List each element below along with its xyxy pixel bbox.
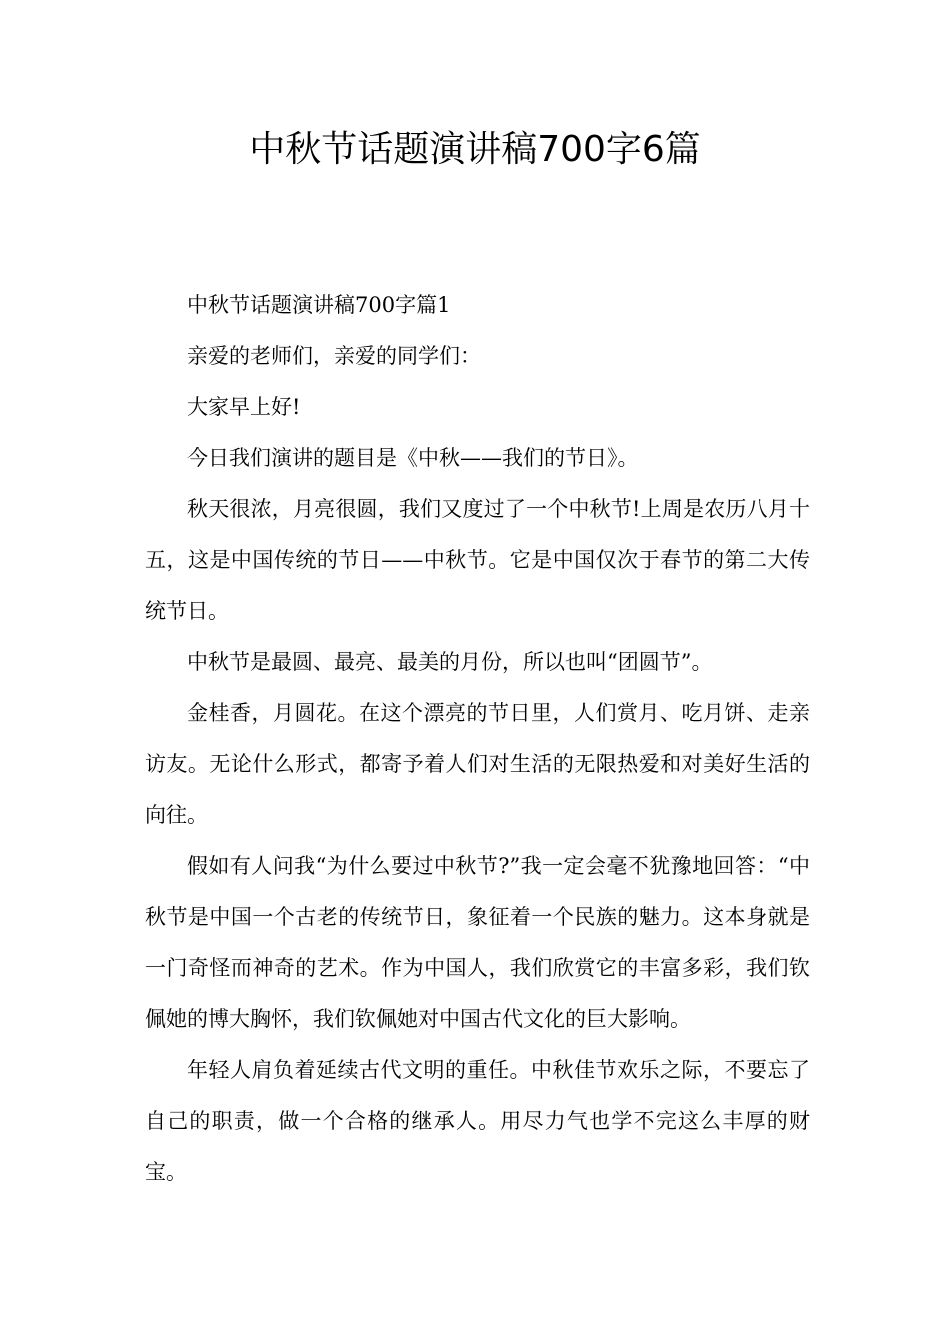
paragraph-salutation: 亲爱的老师们，亲爱的同学们： — [187, 344, 481, 368]
paragraph-section-heading: 中秋节话题演讲稿700字篇1 — [187, 293, 451, 317]
paragraph-topic: 今日我们演讲的题目是《中秋——我们的节日》。 — [187, 446, 639, 470]
document-title: 中秋节话题演讲稿700字6篇 — [249, 129, 701, 170]
paragraph-body: 中秋节是最圆、最亮、最美的月份，所以也叫“团圆节”。 — [187, 650, 713, 674]
document-body — [145, 280, 810, 1198]
paragraph-body: 金桂香，月圆花。在这个漂亮的节日里，人们赏月、吃月饼、走亲访友。无论什么形式，都寄予着人们对生活的无限热爱和对美好生活的向往。 — [145, 701, 810, 827]
paragraph-body: 年轻人肩负着延续古代文明的重任。中秋佳节欢乐之际，不要忘了自己的职责，做一个合格的继承人。用尽力气也学不完这么丰厚的财宝。 — [145, 1058, 810, 1184]
paragraph-body: 秋天很浓，月亮很圆，我们又度过了一个中秋节!上周是农历八月十五，这是中国传统的节日——中秋节。它是中国仅次于春节的第二大传统节日。 — [145, 497, 810, 623]
paragraph-body: 假如有人问我“为什么要过中秋节?”我一定会毫不犹豫地回答：“中秋节是中国一个古老的传统节日，象征着一个民族的魅力。这本身就是一门奇怪而神奇的艺术。作为中国人，我们欣赏它的丰富多彩，我们钦佩她的博大胸怀，我们钦佩她对中国古代文化的巨大影响。 — [145, 854, 810, 1031]
paragraph-greeting: 大家早上好! — [187, 395, 301, 419]
